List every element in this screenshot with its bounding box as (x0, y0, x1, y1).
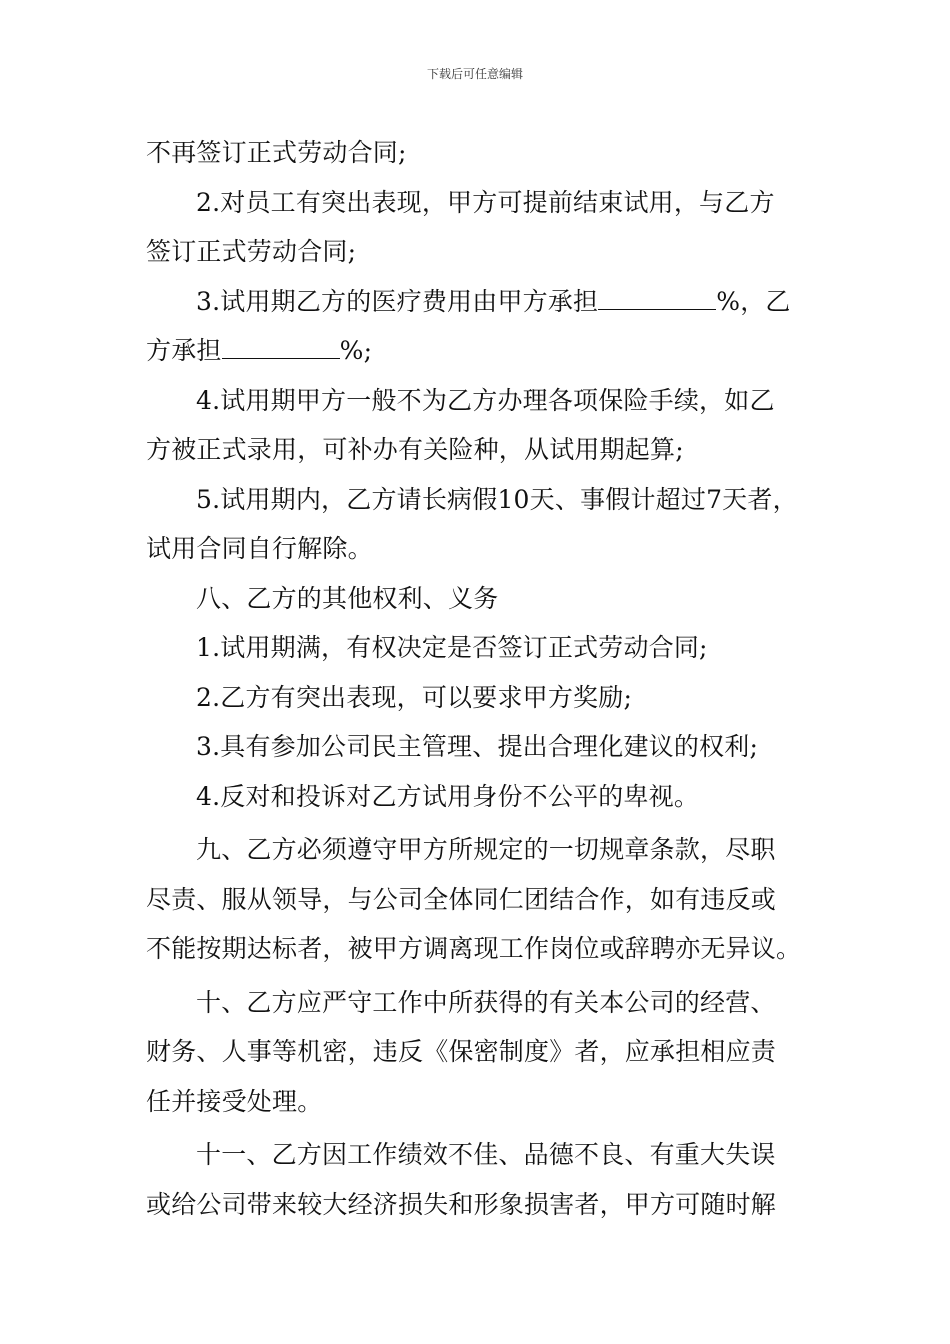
text-line: 1.试用期满，有权决定是否签订正式劳动合同; (196, 633, 708, 662)
text-segment: 方承担 (146, 336, 222, 365)
text-segment: 3.试用期乙方的医疗费用由甲方承担 (196, 286, 599, 316)
text-line: 任并接受处理。 (146, 1086, 323, 1116)
text-line: 4.试用期甲方一般不为乙方办理各项保险手续，如乙 (196, 385, 775, 415)
section-heading: 八、乙方的其他权利、义务 (196, 583, 499, 613)
text-line: 3.具有参加公司民主管理、提出合理化建议的权利; (196, 732, 759, 761)
fill-in-blank[interactable] (598, 289, 716, 310)
text-line: 不再签订正式劳动合同; (146, 138, 407, 167)
text-line: 2.乙方有突出表现，可以要求甲方奖励; (196, 682, 633, 712)
text-line: 5.试用期内，乙方请长病假10天、事假计超过7天者， (196, 484, 798, 514)
text-segment: %; (339, 336, 373, 365)
text-line: 尽责、服从领导，与公司全体同仁团结合作，如有违反或 (146, 884, 777, 914)
text-line: 签订正式劳动合同; (146, 237, 357, 266)
text-line (146, 277, 818, 327)
text-line: 方被正式录用，可补办有关险种，从试用期起算; (146, 435, 684, 464)
fill-in-blank[interactable] (222, 338, 340, 359)
text-line: 十一、乙方因工作绩效不佳、品德不良、有重大失误 (196, 1140, 776, 1169)
text-line: 4.反对和投诉对乙方试用身份不公平的卑视。 (196, 781, 700, 811)
text-line: 九、乙方必须遵守甲方所规定的一切规章条款，尽职 (196, 835, 776, 864)
contract-body (146, 128, 818, 1229)
page-header: 下载后可任意编辑 (426, 67, 523, 81)
text-line: 或给公司带来较大经济损失和形象损害者，甲方可随时解 (146, 1189, 777, 1219)
text-line: 试用合同自行解除。 (146, 534, 373, 563)
text-line: 不能按期达标者，被甲方调离现工作岗位或辞聘亦无异议。 (146, 934, 802, 963)
text-line (146, 326, 818, 376)
text-line: 财务、人事等机密，违反《保密制度》者，应承担相应责 (146, 1037, 777, 1066)
text-line: 十、乙方应严守工作中所获得的有关本公司的经营、 (196, 987, 776, 1017)
text-segment: %，乙 (716, 286, 791, 316)
text-line: 2.对员工有突出表现，甲方可提前结束试用，与乙方 (196, 187, 775, 217)
